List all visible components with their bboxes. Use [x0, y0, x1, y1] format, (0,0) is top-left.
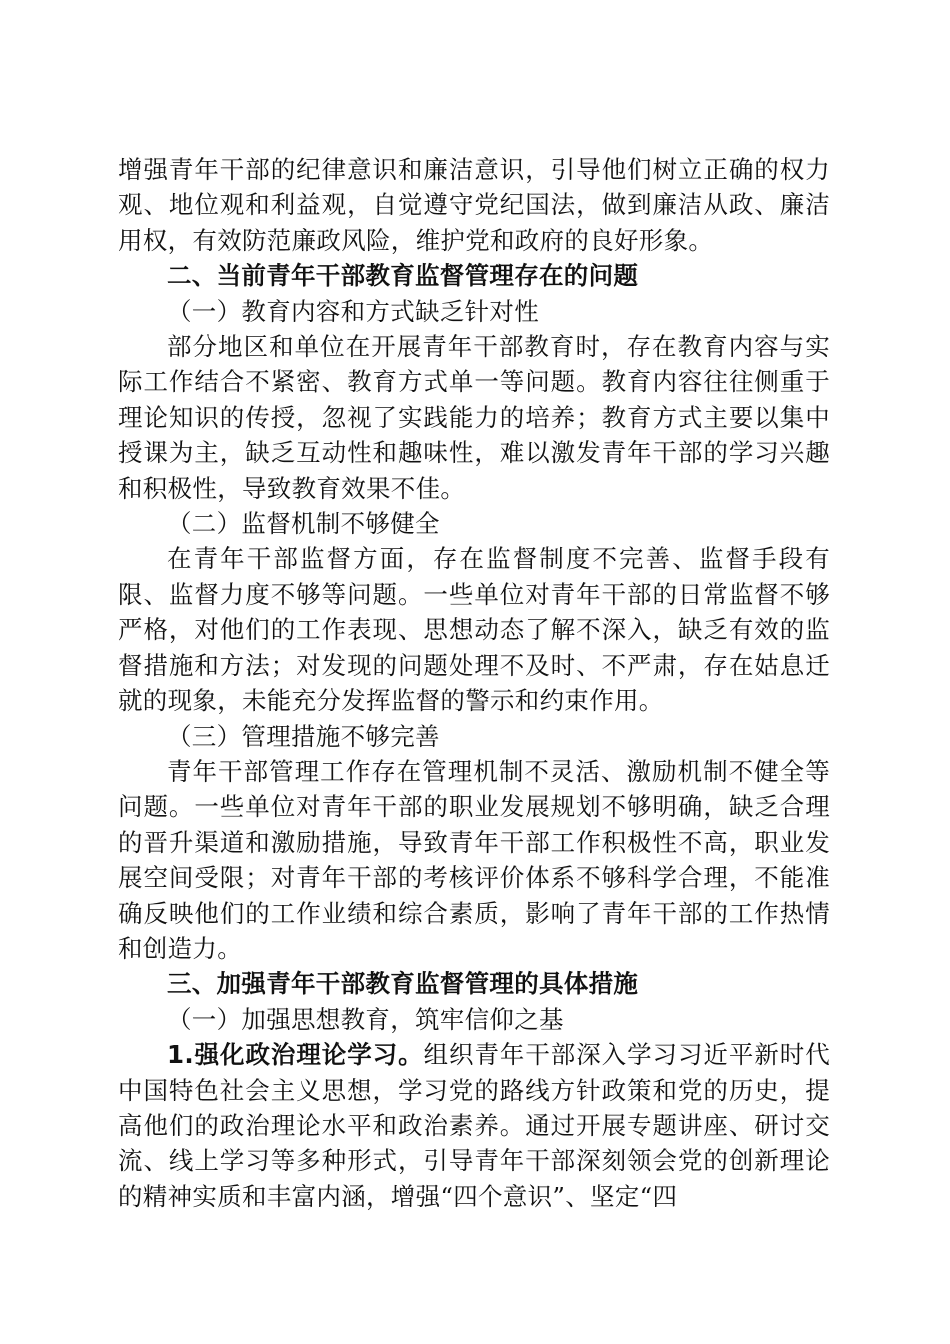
section2-heading: 二、当前青年干部教育监督管理存在的问题 [167, 261, 639, 291]
section3-item1-text: 组织青年干部深入学习习近平新时代中国特色社会主义思想，学习党的路线方针政策和党的历史，提高他们的政治理论水平和政治素养。通过开展专题讲座、研讨交流、线上学习等多种形式，引导青年干部深刻领会党的创新理论的精神实质和丰富内涵，增强“四个意识”、坚定“四 [118, 1040, 830, 1211]
section2-sub1-paragraph: 部分地区和单位在开展青年干部教育时，存在教育内容与实际工作结合不紧密、教育方式单一等问题。教育内容往往侧重于理论知识的传授，忽视了实践能力的培养；教育方式主要以集中授课为主，缺乏互动性和趣味性，难以激发青年干部的学习兴趣和积极性，导致教育效果不佳。 [118, 332, 830, 503]
section2-sub3-paragraph: 青年干部管理工作存在管理机制不灵活、激励机制不健全等问题。一些单位对青年干部的职业发展规划不够明确，缺乏合理的晋升渠道和激励措施，导致青年干部工作积极性不高，职业发展空间受限；对青年干部的考核评价体系不够科学合理，不能准确反映他们的工作业绩和综合素质，影响了青年干部的工作热情和创造力。 [118, 756, 830, 963]
section2-sub2-heading: （二）监督机制不够健全 [167, 509, 440, 539]
section2-sub1-heading: （一）教育内容和方式缺乏针对性 [167, 296, 539, 326]
section3-sub1-heading: （一）加强思想教育，筑牢信仰之基 [167, 1004, 564, 1034]
section2-sub3-heading: （三）管理措施不够完善 [167, 721, 440, 751]
document-page [118, 152, 830, 1214]
section2-sub2-paragraph: 在青年干部监督方面，存在监督制度不完善、监督手段有限、监督力度不够等问题。一些单位对青年干部的日常监督不够严格，对他们的工作表现、思想动态了解不深入，缺乏有效的监督措施和方法；对发现的问题处理不及时、不严肃，存在姑息迁就的现象，未能充分发挥监督的警示和约束作用。 [118, 544, 830, 716]
section3-item1-lead: 1.强化政治理论学习。 [167, 1040, 424, 1070]
section3-item1-paragraph [118, 1037, 830, 1214]
intro-paragraph: 增强青年干部的纪律意识和廉洁意识，引导他们树立正确的权力观、地位观和利益观，自觉遵守党纪国法，做到廉洁从政、廉洁用权，有效防范廉政风险，维护党和政府的良好形象。 [118, 155, 830, 255]
section3-heading: 三、加强青年干部教育监督管理的具体措施 [167, 969, 639, 999]
